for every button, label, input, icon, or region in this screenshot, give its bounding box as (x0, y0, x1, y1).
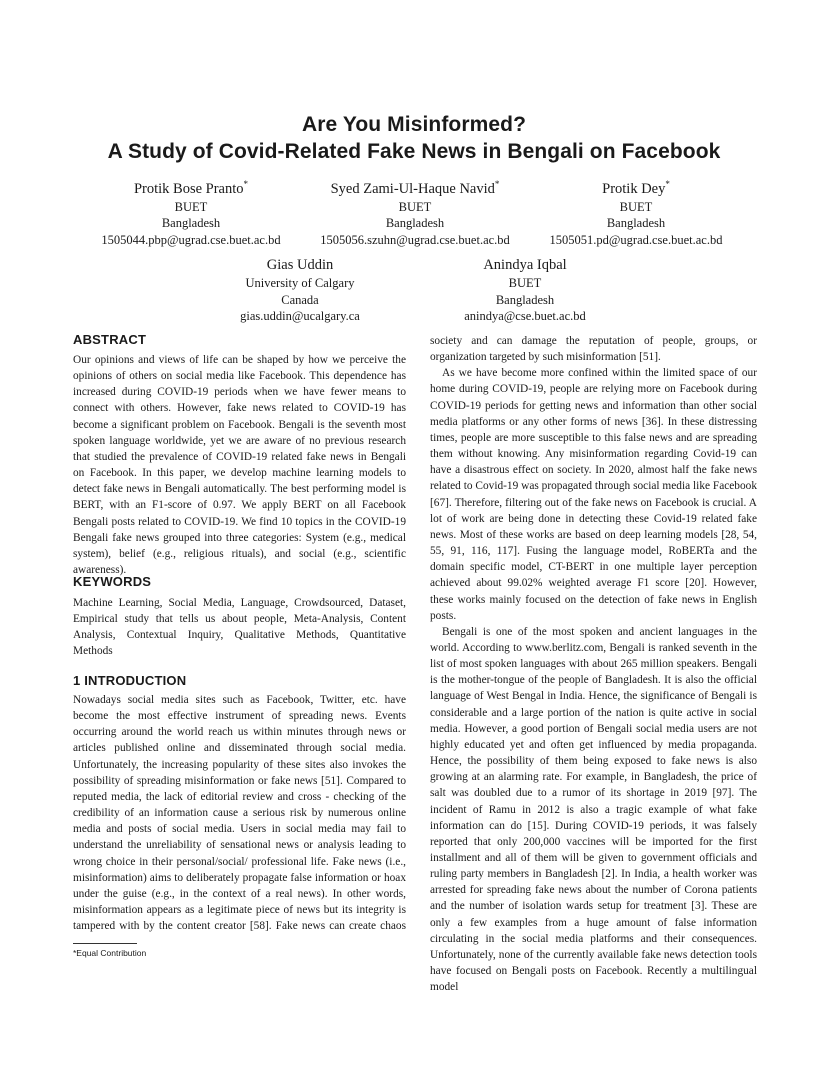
author-name: Protik Bose Pranto* (133, 179, 249, 197)
author-affiliation: University of Calgary (245, 276, 355, 290)
keywords-text: Machine Learning, Social Media, Language, Crowdsourced, Dataset, Empirical study that tells us about people, Meta-Analysis, Content Analysis, Contextual Inquiry, Qualitative Methods, Quantitative Methods (73, 597, 406, 658)
author-email[interactable]: 1505051.pd@ugrad.cse.buet.ac.bd (549, 232, 723, 247)
introduction-body-right (430, 333, 757, 995)
author-block (300, 175, 530, 248)
author-email[interactable]: gias.uddin@ucalgary.ca (240, 309, 360, 323)
author-block (425, 256, 625, 325)
author-affiliation: BUET (508, 276, 542, 290)
introduction-heading: 1 INTRODUCTION (73, 673, 187, 688)
footnote: *Equal Contribution (73, 948, 147, 958)
introduction-paragraph-1-end: society and can damage the reputation of people, groups, or organization targeted by such misinformation [51]. (430, 335, 757, 364)
introduction-paragraph-1: Nowadays social media sites such as Facebook, Twitter, etc. have become the most effective instrument of spreading news. Events occurring around the world reach us within minutes through news or articles published online and disseminated through social media. Unfortunately, the increasing popularity of these sites also invokes the possibility of spreading misinformation or fake news [51]. Compared to reputed media, the lack of editorial review and cross - checking of the credibility of an information cause a serious risk by numerous online media and posts of social media. Users in social media may fail to understand the unreliability of sensational news or analysis leading to wrong choice in their personal/social/ professional life. Fake news (i.e., misinformation) aims to deliberately propagate false information or hoax under the guise (e.g., in the context of a real news). In other words, misinformation appears as a legitimate piece of news but its integrity is tampered with by the content creator [58]. Fake news can create chaos (73, 694, 406, 933)
author-email[interactable]: 1505056.szuhn@ugrad.cse.buet.ac.bd (320, 232, 510, 247)
keywords-body (73, 595, 406, 660)
paper-title-line-1: Are You Misinformed? (301, 113, 527, 136)
author-affiliation: BUET (174, 199, 208, 214)
introduction-paragraph-2: As we have become more confined within the limited space of our home during COVID-19, people are relying more on Facebook during COVID-19 periods for getting news and information than other social media platforms or any other forms of news [36]. In these distressing times, people are more susceptible to this false news and are spreading them without knowing. Any misinformation regarding Covid-19 can have a disastrous effect on society. In 2020, almost half the fake news related to Covid-19 was propagated through social media like Facebook [67]. Therefore, filtering out of the fake news on Facebook is crucial. A lot of work are being done in detecting these Covid-19 related fake news. Most of these works are based on deep learning models [28, 54, 55, 91, 116, 117]. Fusing the language model, RoBERTa and the domain specific model, CT-BERT in one multiple layer perception achieved about 99.02% weighted average F1 score [20]. However, these works mainly focused on the detection of fake news in English posts. (430, 367, 757, 622)
author-block (536, 175, 736, 248)
author-block (200, 256, 400, 325)
author-name: Anindya Iqbal (483, 257, 567, 273)
author-country: Bangladesh (606, 216, 666, 231)
author-name: Protik Dey* (602, 179, 670, 197)
keywords-heading: KEYWORDS (73, 574, 152, 589)
abstract-text: Our opinions and views of life can be shaped by how we perceive the opinions of others on social media like Facebook. This dependence has increased during COVID-19 periods when we have fewer means to connect with others. However, fake news related to COVID-19 has become a significant problem on Facebook. Bengali is the seventh most spoken language worldwide, yet we are aware of no previous research that studied the prevalence of COVID-19 related fake news in Bengali on Facebook. In this paper, we develop machine learning models to detect fake news in Bengali automatically. The best performing model is BERT, with an F1-score of 0.97. We apply BERT on all Facebook Bengali posts related to COVID-19. We find 10 topics in the COVID-19 Bengali fake news grouped into three categories: System (e.g., medical system), belief (e.g., religious rituals), and social (e.g., scientific awareness). (73, 354, 406, 577)
abstract-heading: ABSTRACT (73, 332, 147, 347)
footnote-rule (73, 943, 137, 944)
author-country: Canada (281, 292, 319, 307)
author-country: Bangladesh (161, 216, 221, 231)
author-affiliation: BUET (619, 199, 653, 214)
paper-title-line-2: A Study of Covid-Related Fake News in Bengali on Facebook (107, 140, 721, 163)
author-country: Bangladesh (495, 292, 555, 307)
author-block (86, 175, 296, 248)
author-affiliation: BUET (398, 199, 432, 214)
author-name: Gias Uddin (266, 257, 334, 273)
author-name: Syed Zami-Ul-Haque Navid* (330, 179, 500, 197)
author-country: Bangladesh (385, 216, 445, 231)
author-email[interactable]: anindya@cse.buet.ac.bd (464, 309, 586, 323)
author-email[interactable]: 1505044.pbp@ugrad.cse.buet.ac.bd (101, 232, 281, 247)
introduction-paragraph-3: Bengali is one of the most spoken and ancient languages in the world. According to www.berlitz.com, Bengali is ranked seventh in the list of most spoken languages with about 265 million speakers. Bengali is the mother-tongue of the people of Bangladesh. It is also the official language of West Bengal in India. Hence, the significance of Bengali is considerable and a large portion of the nation is quite active in social media. However, a good portion of Bengali social media users are not highly educated yet and often get influenced by media propaganda. Hence, the possibility of them being exposed to fake news is also growing at an alarming rate. For example, in Bangladesh, the price of salt was doubled due to a rumor of its shortage in 2019 [97]. The incident of Ramu in 2012 is also a tragic example of what fake information can do [15]. During COVID-19 periods, it was falsely reported that only 200,000 vaccines will be imported for the first installment and all of them will be given to government officials and ruling party members in Bangladesh [2]. In India, a health worker was arrested for spreading fake news about the number of Corona patients and the number of isolation wards setup for treatment [3]. These are only a few examples from a huge amount of false information circulating in the social media platforms and their consequences. Unfortunately, none of the currently available fake news detection tools have focused on Bengali posts on Facebook. Recently a multilingual model (430, 625, 757, 994)
abstract-body (73, 352, 406, 578)
